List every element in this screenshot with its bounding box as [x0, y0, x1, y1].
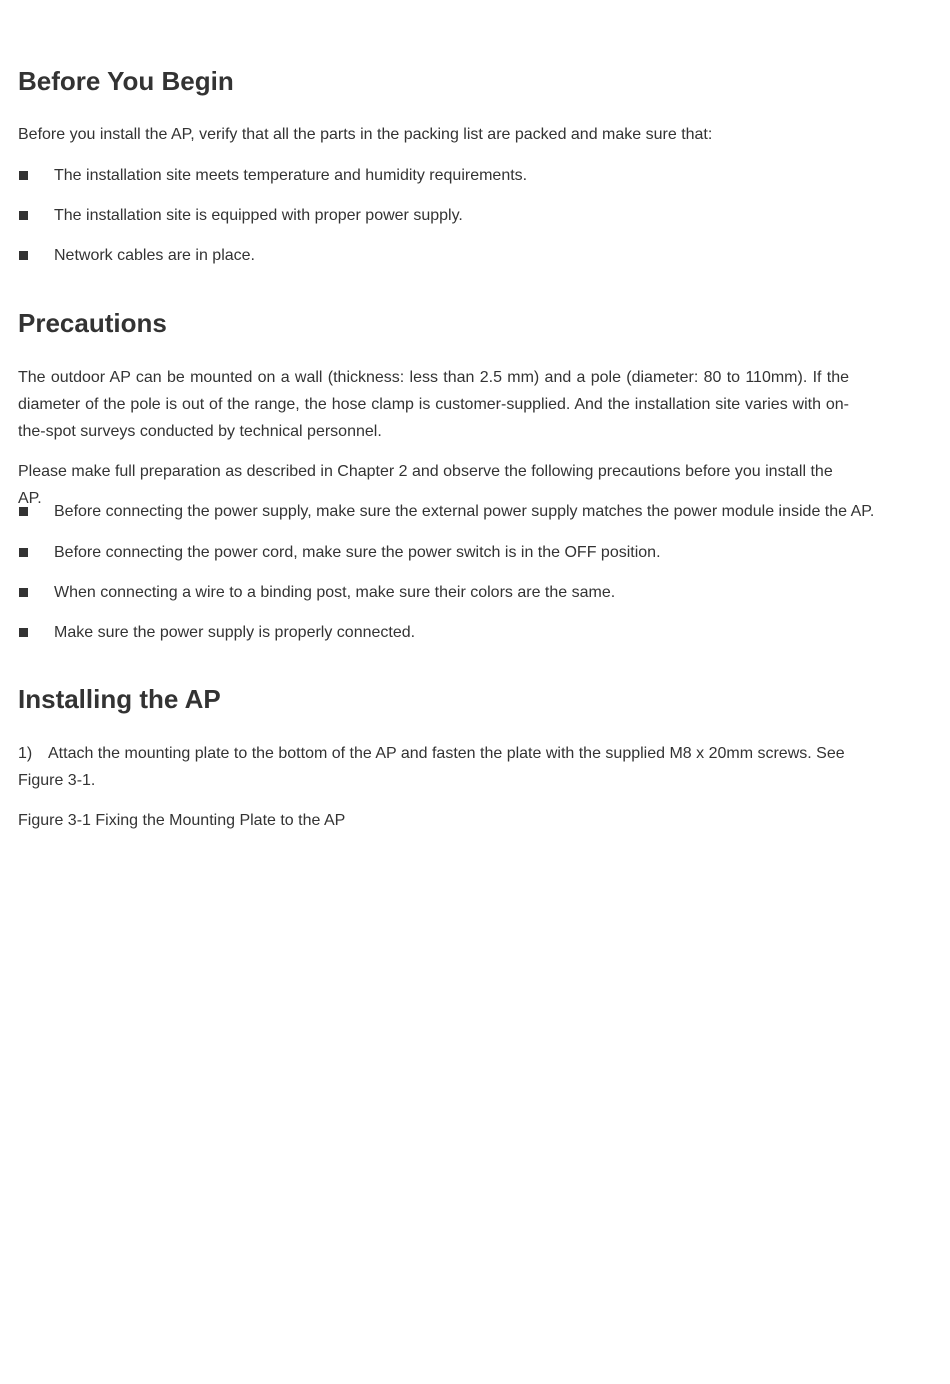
- list-item-text: The installation site is equipped with proper power supply.: [54, 207, 463, 224]
- before-intro-paragraph: Before you install the AP, verify that all the parts in the packing list are packed and make sure that:: [18, 126, 713, 143]
- step-item: [18, 740, 849, 794]
- list-item-text: The installation site meets temperature and humidity requirements.: [54, 167, 528, 184]
- section-heading-precautions: Precautions: [18, 308, 167, 338]
- section-heading-before-you-begin: Before You Begin: [18, 66, 234, 96]
- square-bullet-icon: [19, 251, 28, 260]
- step-text: Attach the mounting plate to the bottom of the AP and fasten the plate with the supplied M8 x 20mm screws. See Figure 3-1.: [18, 745, 845, 789]
- list-item-text: Before connecting the power supply, make sure the external power supply matches the power module inside the AP.: [54, 503, 875, 520]
- precautions-paragraph-preparation: Please make full preparation as described in Chapter 2 and observe the following precautions before you install the AP.: [18, 463, 833, 507]
- list-item-text: Before connecting the power cord, make sure the power switch is in the OFF position.: [54, 544, 661, 561]
- square-bullet-icon: [19, 548, 28, 557]
- list-item-text: When connecting a wire to a binding post, make sure their colors are the same.: [54, 584, 616, 601]
- square-bullet-icon: [19, 171, 28, 180]
- step-number: 1): [18, 745, 33, 762]
- list-item-text: Make sure the power supply is properly connected.: [54, 624, 416, 641]
- list-item-text: Network cables are in place.: [54, 247, 255, 264]
- precautions-paragraph-mounting: The outdoor AP can be mounted on a wall (thickness: less than 2.5 mm) and a pole (diameter: 80 to 110mm). If the diameter of the pole is out of the range, the hose clamp is customer-supplied. And the installation site varies with on-the-spot surveys conducted by technical personnel.: [18, 369, 849, 440]
- square-bullet-icon: [19, 628, 28, 637]
- square-bullet-icon: [19, 588, 28, 597]
- square-bullet-icon: [19, 507, 28, 516]
- square-bullet-icon: [19, 211, 28, 220]
- section-heading-installing-the-ap: Installing the AP: [18, 684, 221, 714]
- figure-caption: Figure 3-1 Fixing the Mounting Plate to the AP: [18, 812, 346, 829]
